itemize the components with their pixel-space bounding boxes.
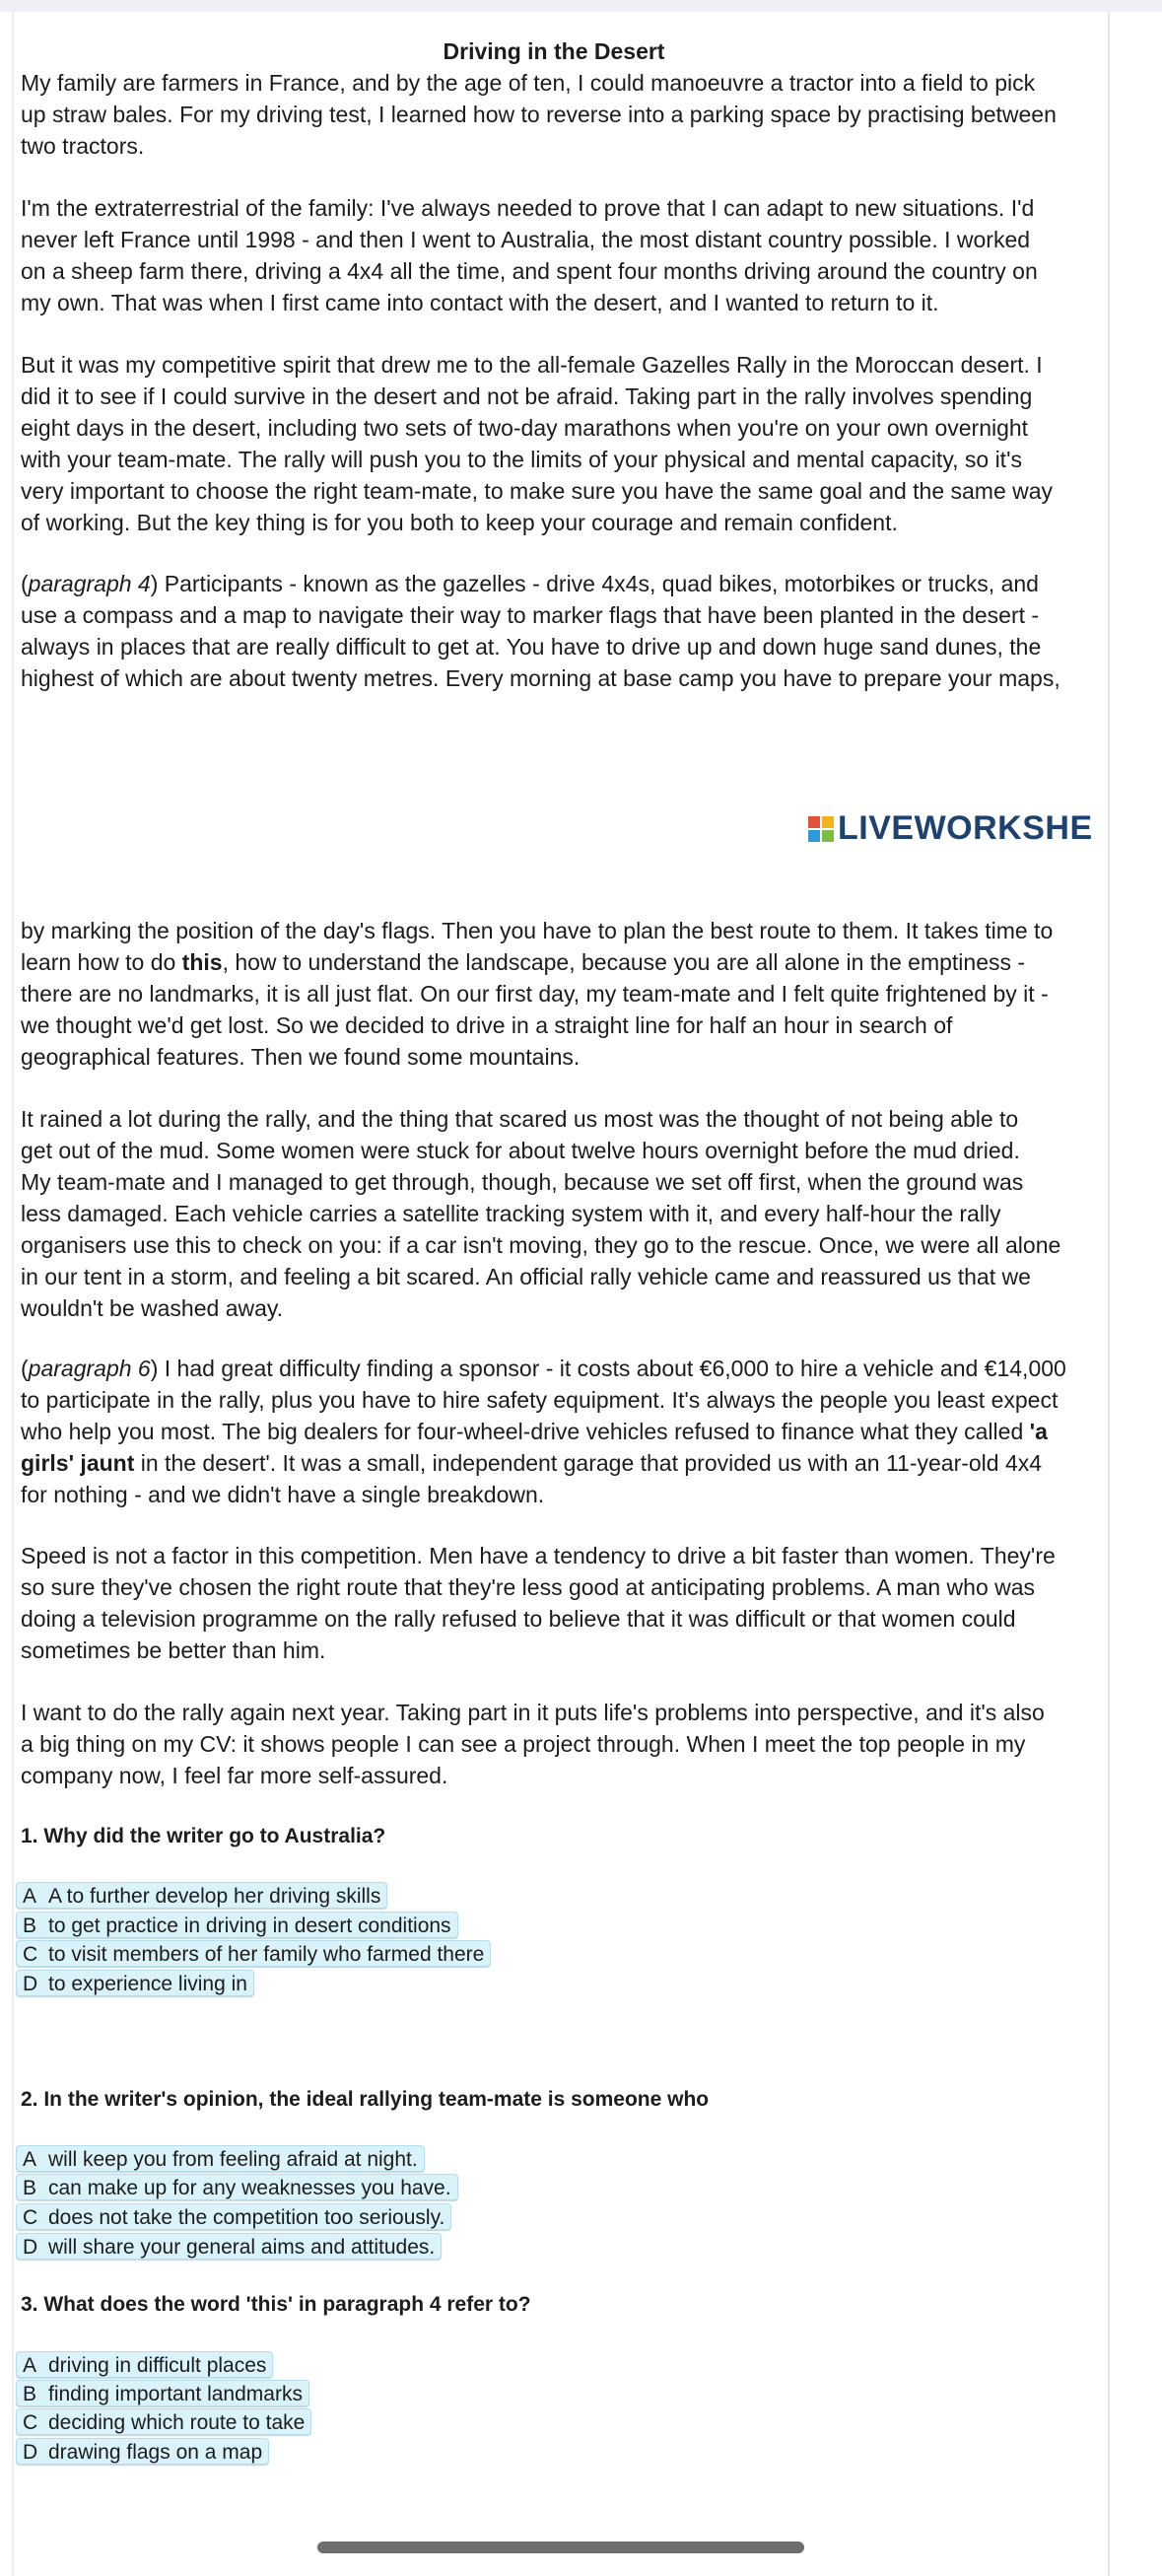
paragraph-final bbox=[21, 1697, 1108, 1791]
worksheet-title: Driving in the Desert bbox=[443, 38, 665, 64]
question-2-option-c[interactable]: C does not take the competition too seriously. bbox=[16, 2203, 451, 2230]
text-line: But it was my competitive spirit that drew me to the all-female Gazelles Rally in the Moroccan desert. I bbox=[21, 352, 1043, 378]
question-2-option-d[interactable]: D will share your general aims and attitudes. bbox=[16, 2233, 442, 2260]
text-line: two tractors. bbox=[21, 133, 145, 159]
text-line: by marking the position of the day's flags. Then you have to plan the best route to them. It takes time to bbox=[21, 918, 1054, 943]
paragraph-6 bbox=[21, 1353, 1108, 1510]
text-line: there are no landmarks, it is all just flat. On our first day, my team-mate and I felt quite frightened by it - bbox=[21, 981, 1049, 1007]
paragraph-2 bbox=[21, 192, 1108, 318]
paragraph-1 bbox=[21, 67, 1108, 162]
question-2-prompt: 2. In the writer's opinion, the ideal rallying team-mate is someone who bbox=[21, 2088, 710, 2111]
text-line: I'm the extraterrestrial of the family: I've always needed to prove that I can adapt to new situations. I'd bbox=[21, 195, 1035, 221]
logo-mark-icon bbox=[808, 816, 834, 842]
right-margin-rule bbox=[1108, 12, 1110, 2576]
logo-square bbox=[822, 830, 834, 842]
logo-text: LIVEWORKSHE bbox=[838, 809, 1093, 847]
question-2-option-b[interactable]: B can make up for any weaknesses you have. bbox=[16, 2174, 458, 2200]
logo-square bbox=[808, 816, 820, 828]
text-line: did it to see if I could survive in the desert and not be afraid. Taking part in the rally involves spending bbox=[21, 383, 1033, 409]
text-line: girls' jaunt in the desert'. It was a small, independent garage that provided us with an 11-year-old 4x4 bbox=[21, 1450, 1043, 1476]
question-1-option-c[interactable]: C to visit members of her family who farmed there bbox=[16, 1940, 491, 1967]
question-1-option-d[interactable]: D to experience living in bbox=[16, 1970, 254, 1996]
text-line: organisers use this to check on you: if a car isn't moving, they go to the rescue. Once, we were all alone bbox=[21, 1232, 1061, 1258]
text-line: get out of the mud. Some women were stuck for about twelve hours overnight before the mud dried. bbox=[21, 1138, 1020, 1163]
text-line: eight days in the desert, including two sets of two-day marathons when you're on your own overnight bbox=[21, 415, 1029, 441]
text-line: (paragraph 6) I had great difficulty finding a sponsor - it costs about €6,000 to hire a vehicle and €14,000 bbox=[21, 1356, 1066, 1381]
question-1-prompt: 1. Why did the writer go to Australia? bbox=[21, 1825, 386, 1847]
text-line: My family are farmers in France, and by the age of ten, I could manoeuvre a tractor into a field to pick bbox=[21, 70, 1036, 96]
text-line: company now, I feel far more self-assured. bbox=[21, 1763, 448, 1788]
question-2-option-a[interactable]: A will keep you from feeling afraid at night. bbox=[16, 2145, 425, 2172]
liveworksheets-logo bbox=[808, 803, 1093, 853]
text-line: with your team-mate. The rally will push you to the limits of your physical and mental capacity, so it's bbox=[21, 447, 1022, 472]
question-1-option-b[interactable]: B to get practice in driving in desert conditions bbox=[16, 1912, 458, 1938]
text-line: of working. But the key thing is for you both to keep your courage and remain confident. bbox=[21, 510, 898, 535]
text-line: My team-mate and I managed to get through, though, because we set off first, when the ground was bbox=[21, 1169, 1024, 1195]
text-line: (paragraph 4) Participants - known as the gazelles - drive 4x4s, quad bikes, motorbikes or trucks, and bbox=[21, 571, 1039, 596]
paragraph-5 bbox=[21, 915, 1108, 1073]
paragraph-3 bbox=[21, 349, 1108, 538]
question-3-option-b[interactable]: B finding important landmarks bbox=[16, 2380, 309, 2406]
text-line: doing a television programme on the rally refused to believe that it was difficult or that women could bbox=[21, 1606, 1016, 1632]
paragraph-label: paragraph 6 bbox=[28, 1356, 151, 1381]
text-line: geographical features. Then we found some mountains. bbox=[21, 1044, 581, 1070]
text-line: a big thing on my CV: it shows people I can see a project through. When I meet the top people in my bbox=[21, 1731, 1026, 1757]
text-line: less damaged. Each vehicle carries a satellite tracking system with it, and every half-hour the rally bbox=[21, 1201, 1001, 1226]
logo-square bbox=[822, 816, 834, 828]
text-line: up straw bales. For my driving test, I learned how to reverse into a parking space by practising between bbox=[21, 102, 1057, 127]
paragraph-speed bbox=[21, 1540, 1108, 1666]
text-line: sometimes be better than him. bbox=[21, 1637, 326, 1663]
text-line: always in places that are really difficult to get at. You have to drive up and down huge sand dunes, the bbox=[21, 634, 1042, 660]
paragraph-label: paragraph 4 bbox=[28, 571, 151, 596]
text-line: who help you most. The big dealers for four-wheel-drive vehicles refused to finance what they called 'a bbox=[21, 1419, 1048, 1444]
question-3-option-a[interactable]: A driving in difficult places bbox=[16, 2351, 273, 2378]
text-line: I want to do the rally again next year. Taking part in it puts life's problems into perspective, and it's also bbox=[21, 1700, 1045, 1725]
text-line: learn how to do this, how to understand the landscape, because you are all alone in the emptiness - bbox=[21, 949, 1026, 975]
text-line: to participate in the rally, plus you have to hire safety equipment. It's always the people you least expect bbox=[21, 1387, 1059, 1413]
text-line: in our tent in a storm, and feeling a bit scared. An official rally vehicle came and reassured us that we bbox=[21, 1264, 1031, 1289]
text-line: never left France until 1998 - and then I went to Australia, the most distant country possible. I worked bbox=[21, 227, 1031, 252]
logo-square bbox=[808, 830, 820, 842]
text-line: we thought we'd get lost. So we decided to drive in a straight line for half an hour in search of bbox=[21, 1012, 953, 1038]
text-line: use a compass and a map to navigate their way to marker flags that have been planted in the desert - bbox=[21, 602, 1040, 628]
question-3-prompt: 3. What does the word 'this' in paragraph 4 refer to? bbox=[21, 2293, 531, 2316]
question-1-option-a[interactable]: A A to further develop her driving skills bbox=[16, 1882, 387, 1909]
text-line: wouldn't be washed away. bbox=[21, 1295, 284, 1321]
text-line: for nothing - and we didn't have a single breakdown. bbox=[21, 1482, 545, 1507]
highlighted-word-this: this bbox=[181, 949, 223, 975]
text-line: highest of which are about twenty metres. Every morning at base camp you have to prepare your maps, bbox=[21, 665, 1060, 691]
text-line: my own. That was when I first came into contact with the desert, and I wanted to return to it. bbox=[21, 290, 939, 315]
text-line: It rained a lot during the rally, and the thing that scared us most was the thought of not being able to bbox=[21, 1106, 1019, 1132]
question-3-option-d[interactable]: D drawing flags on a map bbox=[16, 2438, 269, 2465]
home-indicator[interactable] bbox=[317, 2541, 804, 2553]
paragraph-4 bbox=[21, 568, 1108, 694]
text-line: Speed is not a factor in this competition. Men have a tendency to drive a bit faster than women. They're bbox=[21, 1543, 1056, 1568]
text-line: on a sheep farm there, driving a 4x4 all the time, and spent four months driving around the country on bbox=[21, 258, 1038, 284]
paragraph-rain bbox=[21, 1103, 1108, 1324]
text-line: so sure they've chosen the right route that they're less good at anticipating problems. A man who was bbox=[21, 1574, 1036, 1600]
text-line: very important to choose the right team-mate, to make sure you have the same goal and the same way bbox=[21, 478, 1054, 504]
question-3-option-c[interactable]: C deciding which route to take bbox=[16, 2408, 311, 2435]
